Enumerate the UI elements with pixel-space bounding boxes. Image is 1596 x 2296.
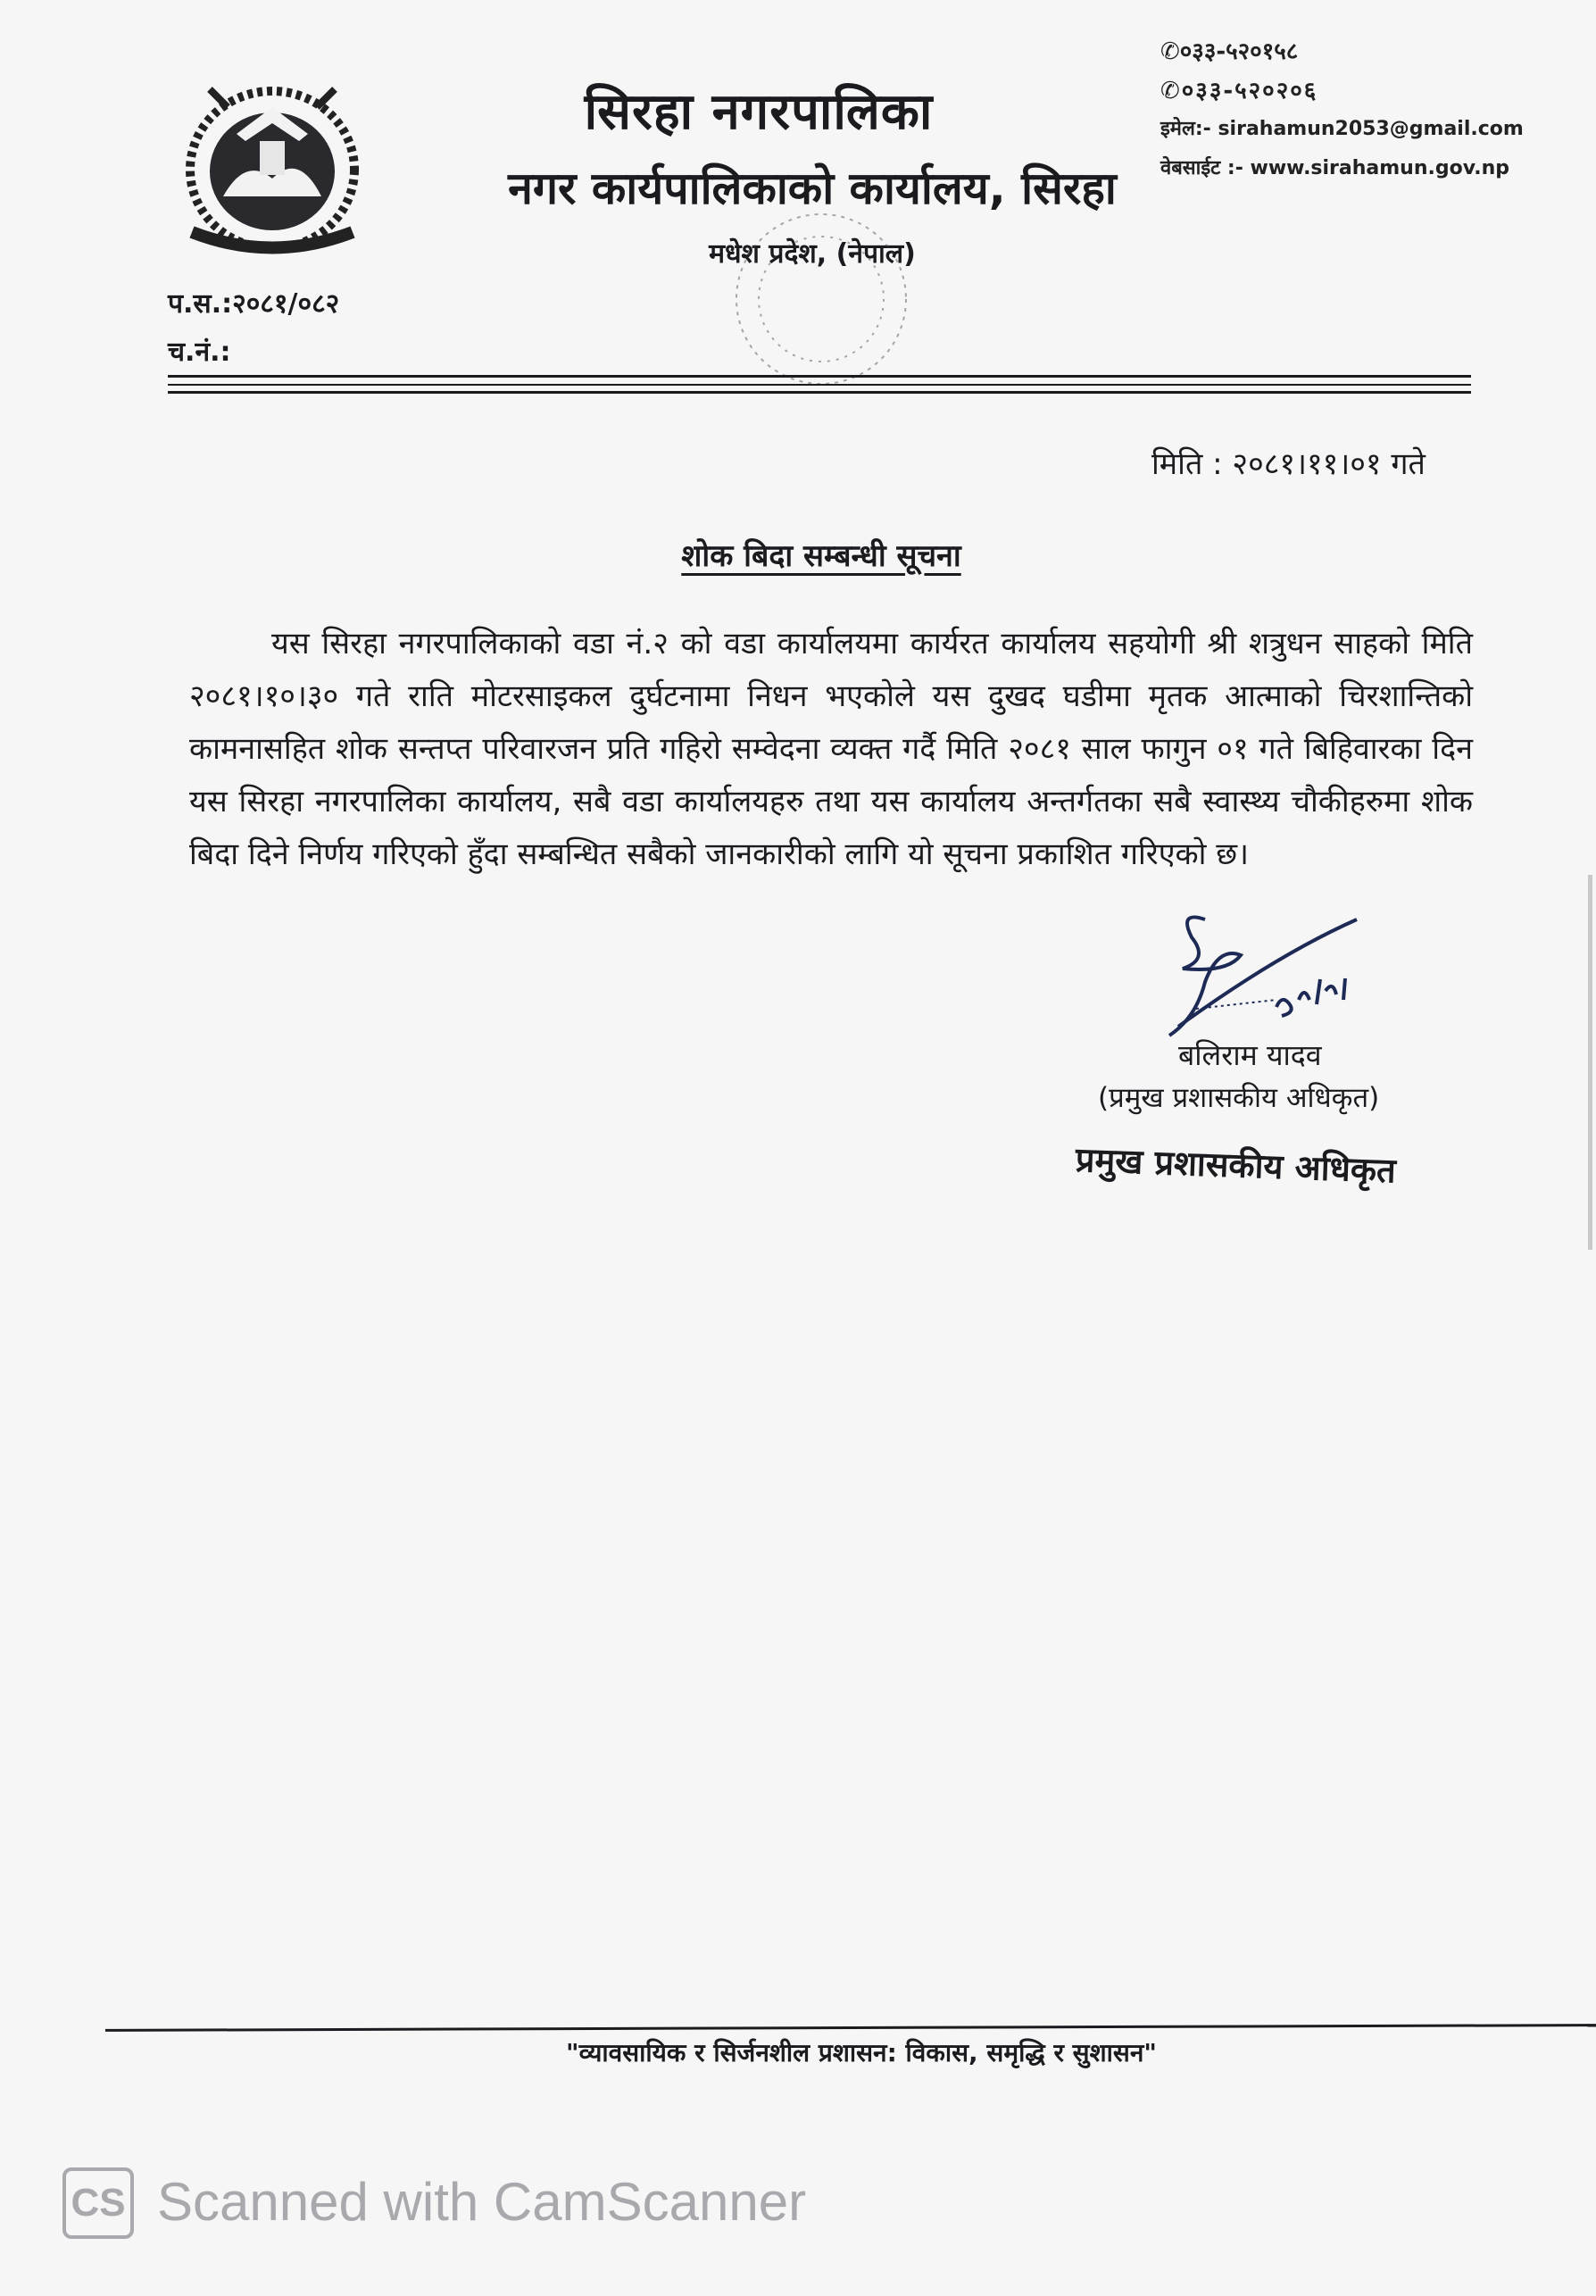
signer-designation: (प्रमुख प्रशासकीय अधिकृत) (1098, 1082, 1380, 1114)
office-name: नगर कार्यपालिकाको कार्यालय, सिरहा (508, 162, 1117, 214)
camscanner-logo-icon: CS (62, 2167, 134, 2239)
header-rule-top (168, 375, 1471, 378)
letter-body: यस सिरहा नगरपालिकाको वडा नं.२ को वडा कार्यालयमा कार्यरत कार्यालय सहयोगी श्री शत्रुधन साहको मिति २०८१।१०।३० गते राति मोटरसाइकल दुर्घटनामा निधन भएकोले यस दुखद घडीमा मृतक आत्माको चिरशान्तिको कामनासहित शोक सन्तप्त परिवारजन प्रति गहिरो सम्वेदना व्यक्त गर्दै मिति २०८१ साल फागुन ०१ गते बिहिवारका दिन यस सिरहा नगरपालिका कार्यालय, सबै वडा कार्यालयहरु तथा यस कार्यालय अन्तर्गतका सबै स्वास्थ्य चौकीहरुमा शोक बिदा दिने निर्णय गरिएको हुँदा सम्बन्धित सबैको जानकारीको लागि यो सूचना प्रकाशित गरिएको छ। (189, 626, 1473, 872)
email-address: इमेल:- sirahamun2053@gmail.com (1160, 118, 1524, 140)
header-rule-bottom (168, 391, 1471, 394)
reference-number: प.स.:२०८१/०८२ (168, 288, 340, 320)
organization-name: सिरहा नगरपालिका (584, 83, 934, 141)
scan-edge-shadow (1588, 875, 1592, 1250)
header-rule-middle (168, 384, 1471, 386)
phone-number-1: ✆०३३-५२०१५८ (1160, 38, 1299, 65)
camscanner-watermark: Scanned with CamScanner (157, 2172, 807, 2232)
designation-stamp: प्रमुख प्रशासकीय अधिकृत (1075, 1140, 1397, 1191)
website-address: वेबसाईट :- www.sirahamun.gov.np (1160, 157, 1510, 179)
handwritten-signature (1143, 902, 1384, 1053)
phone-number-2: ✆०३३-५२०२०६ (1160, 78, 1318, 104)
footer-motto: "व्यावसायिक र सिर्जनशील प्रशासन: विकास, समृद्धि र सुशासन" (566, 2038, 1157, 2067)
dispatch-number: च.नं.: (168, 337, 231, 368)
office-seal-stamp (678, 192, 955, 388)
province-name: मधेश प्रदेश, (नेपाल) (709, 238, 916, 270)
nepal-government-emblem-icon (174, 71, 370, 259)
letter-subject: शोक बिदा सम्बन्धी सूचना (681, 538, 961, 574)
footer-rule (105, 2024, 1596, 2032)
letter-date: मिति : २०८१।११।०१ गते (1151, 446, 1426, 482)
signer-name: बलिराम यादव (1178, 1038, 1322, 1072)
